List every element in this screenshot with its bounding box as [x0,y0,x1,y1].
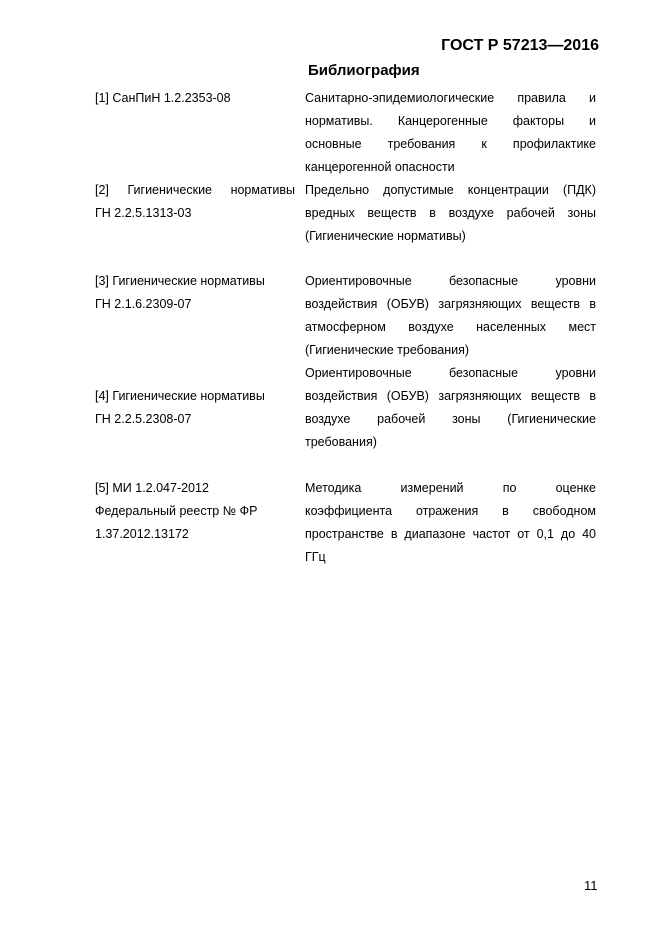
reference-line: [1] СанПиН 1.2.2353-08 [95,91,231,105]
reference-line: ГН 2.2.5.1313-03 [95,206,192,220]
bibliography-entry-3-description [305,270,596,362]
description-line: коэффициента отражения в свободном [305,504,596,518]
description-line: требования) [305,435,377,449]
bibliography-entry-4-reference [95,385,295,431]
description-line: ГГц [305,550,326,564]
description-line: Ориентировочные безопасные уровни [305,366,596,380]
description-line: пространстве в диапазоне частот от 0,1 до 40 [305,527,596,541]
bibliography-entry-2-description [305,179,596,248]
description-line: Ориентировочные безопасные уровни [305,274,596,288]
description-line: нормативы. Канцерогенные факторы и [305,114,596,128]
bibliography-entry-2-reference [95,179,295,225]
bibliography-entry-1-reference [95,87,295,110]
bibliography-title: Библиография [308,62,420,79]
bibliography-entry-3-reference [95,270,295,316]
description-line: воздействия (ОБУВ) загрязняющих веществ в [305,297,596,311]
reference-line: [5] МИ 1.2.047-2012 [95,481,209,495]
page-number: 11 [584,878,598,893]
description-line: основные требования к профилактике [305,137,596,151]
reference-line: [2] Гигиенические нормативы [95,183,295,197]
bibliography-entry-5-description [305,477,596,569]
description-line: атмосферном воздухе населенных мест [305,320,596,334]
bibliography-entry-5-reference [95,477,295,546]
bibliography-entry-1-description [305,87,596,179]
description-line: вредных веществ в воздухе рабочей зоны [305,206,596,220]
description-line: воздействия (ОБУВ) загрязняющих веществ в [305,389,596,403]
reference-line: [4] Гигиенические нормативы [95,389,265,403]
description-line: Санитарно-эпидемиологические правила и [305,91,596,105]
description-line: (Гигиенические требования) [305,343,470,357]
reference-line: 1.37.2012.13172 [95,527,189,541]
description-line: Предельно допустимые концентрации (ПДК) [305,183,596,197]
bibliography-entry-4-description [305,362,596,454]
document-code: ГОСТ Р 57213—2016 [441,37,599,54]
description-line: Методика измерений по оценке [305,481,596,495]
reference-line: ГН 2.1.6.2309-07 [95,297,192,311]
reference-line: ГН 2.2.5.2308-07 [95,412,192,426]
description-line: (Гигиенические нормативы) [305,229,466,243]
reference-line: Федеральный реестр № ФР [95,504,258,518]
reference-line: [3] Гигиенические нормативы [95,274,265,288]
description-line: канцерогенной опасности [305,160,455,174]
description-line: воздухе рабочей зоны (Гигиенические [305,412,596,426]
